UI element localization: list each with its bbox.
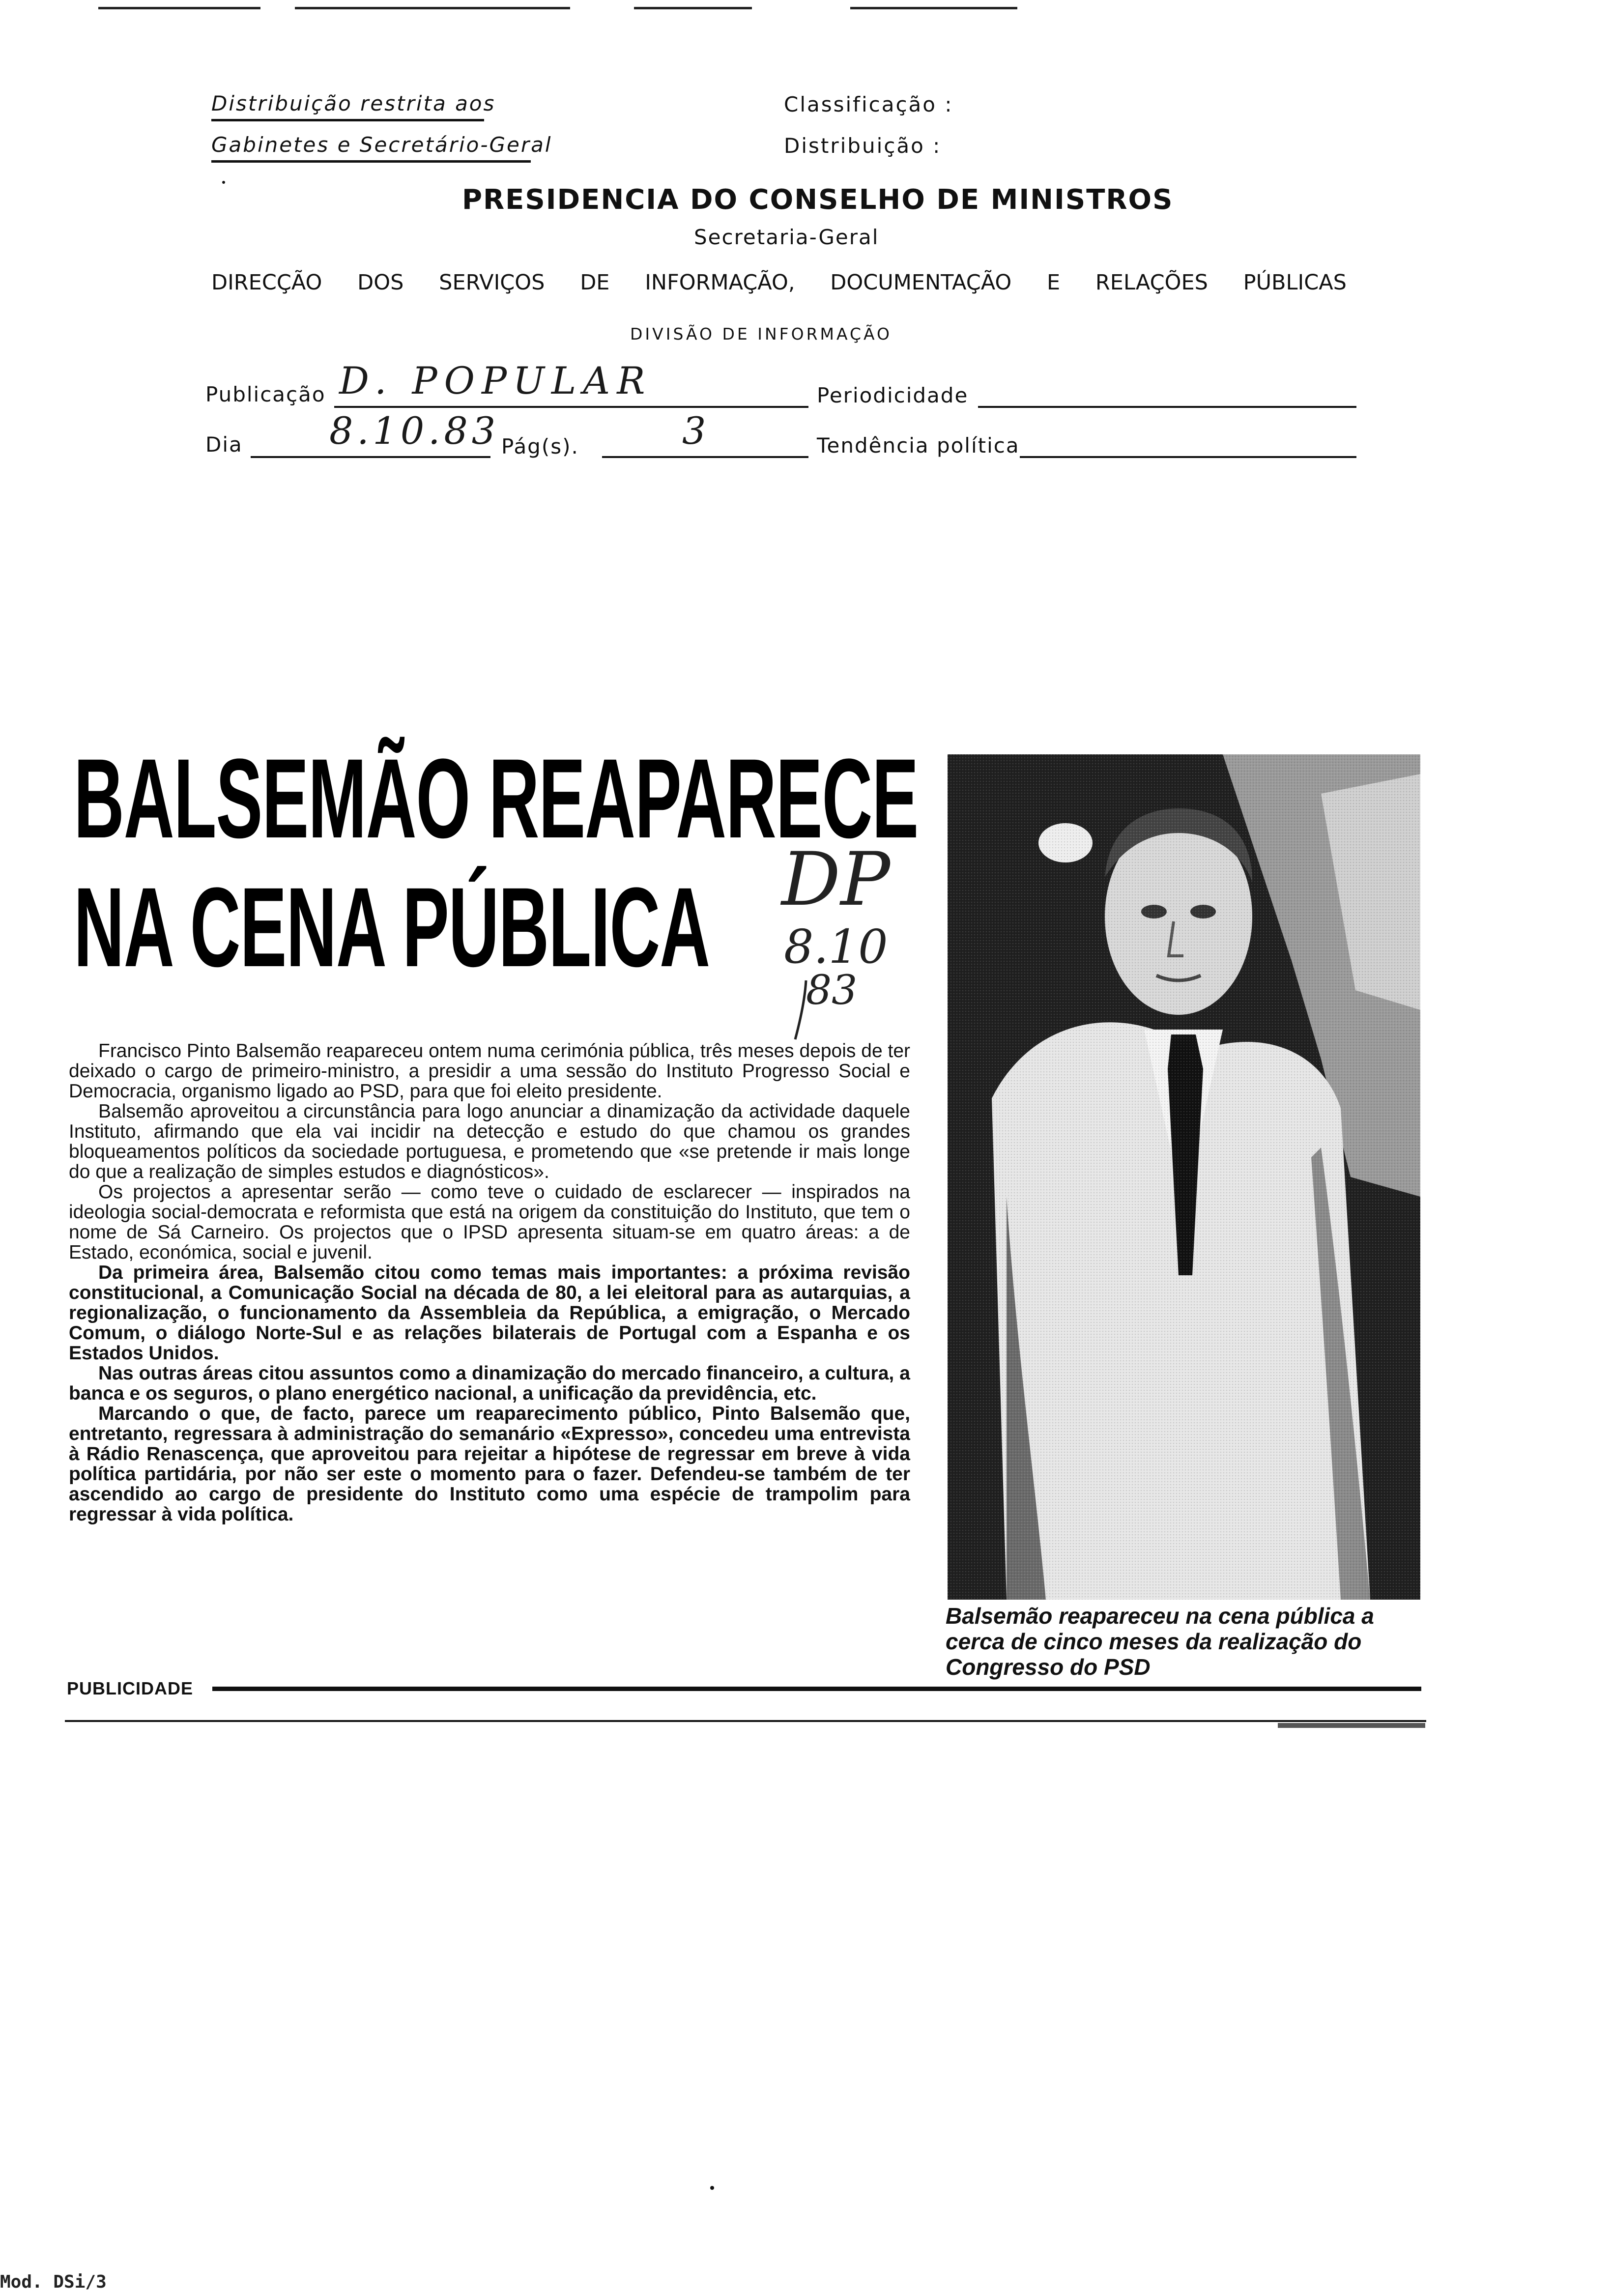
- classificacao-label: Classificação :: [784, 92, 953, 116]
- article-paragraph: Os projectos a apresentar serão — como teve o cuidado de esclarecer — inspirados na ideologia social-democrata e reformista que está na origem da constituição do Instituto, que tem o nome de Sá Carneiro. Os projectos que o IPSD apresenta situam-se em quatro áreas: a de Estado, económica, social e juvenil.: [69, 1181, 910, 1263]
- department-word: PÚBLICAS: [1243, 270, 1347, 295]
- department-word: DOCUMENTAÇÃO: [830, 270, 1012, 295]
- publicacao-handwritten-value: D. POPULAR: [339, 359, 652, 402]
- pen-note-year: 83: [806, 967, 858, 1014]
- department-word: INFORMAÇÃO,: [645, 270, 795, 295]
- dot: [222, 181, 225, 184]
- dia-handwritten-value: 8.10.83: [329, 409, 500, 453]
- pags-label: Pág(s).: [501, 434, 579, 459]
- scan-mark: [850, 7, 1017, 9]
- article-paragraph: Francisco Pinto Balsemão reapareceu ontem numa cerimónia pública, três meses depois de ter deixado o cargo de primeiro-ministro, a presidir a uma sessão do Instituto Progresso Social e Democracia, organismo ligado ao PSD, para que foi eleito presidente.: [69, 1040, 910, 1102]
- headline-line1: BALSEMÃO REAPARECE: [74, 735, 919, 861]
- underline: [211, 119, 484, 121]
- underline: [211, 160, 531, 163]
- publicacao-label: Publicação: [205, 382, 326, 406]
- scan-mark: [634, 7, 752, 9]
- periodicidade-label: Periodicidade: [817, 383, 969, 407]
- division-title: DIVISÃO DE INFORMAÇÃO: [630, 324, 892, 344]
- pags-handwritten-value: 3: [682, 409, 713, 453]
- department-word: RELAÇÕES: [1095, 270, 1208, 295]
- department-word: DIRECÇÃO: [211, 270, 322, 295]
- scan-mark: [295, 7, 570, 9]
- headline-line2: NA CENA PÚBLICA: [74, 864, 710, 990]
- department-title: [211, 270, 1347, 295]
- distribuicao-label: Distribuição :: [784, 134, 942, 158]
- publicidade-rule: [212, 1687, 1421, 1691]
- pags-line: [602, 456, 808, 458]
- article-paragraph: Da primeira área, Balsemão citou como temas mais importantes: a próxima revisão constitucional, a Comunicação Social na década de 80, a lei eleitoral para as autarquias, a regionalização, o funcionamento da Assembleia da República, a emigração, o Mercado Comum, o diálogo Norte-Sul e as relações bilaterais de Portugal com a Espanha e os Estados Unidos.: [69, 1262, 910, 1364]
- pen-note-date: 8.10: [784, 920, 888, 974]
- distribution-restricted-line1: Distribuição restrita aos: [211, 91, 496, 115]
- pen-stroke-icon: [786, 978, 816, 1042]
- portrait-image: [948, 754, 1420, 1600]
- organization-title: PRESIDENCIA DO CONSELHO DE MINISTROS: [462, 184, 1174, 216]
- department-word: DE: [580, 270, 610, 295]
- article-photo: [948, 754, 1420, 1600]
- distribution-restricted-line2: Gabinetes e Secretário-Geral: [211, 133, 552, 157]
- dia-line: [251, 456, 490, 458]
- publicacao-line: [334, 406, 808, 408]
- department-word: SERVIÇOS: [439, 270, 545, 295]
- clipping-edge-shadow: [1278, 1723, 1425, 1728]
- article-paragraph: Balsemão aproveitou a circunstância para logo anunciar a dinamização da actividade daquele Instituto, afirmando que ela vai incidir na detecção e estudo do que chamou os grandes bloqueamentos políticos da sociedade portuguesa, e prometendo que «se pretende ir mais longe do que a realização de simples estudos e diagnósticos».: [69, 1101, 910, 1182]
- form-code: Mod. DSi/3: [0, 2272, 107, 2292]
- article-paragraph: Marcando o que, de facto, parece um reaparecimento público, Pinto Balsemão que, entretanto, regressara à administração do semanário «Expresso», concedeu uma entrevista à Rádio Renascença, que aproveitou para rejeitar a hipótese de regressar em breve à vida política partidária, por não ser este o momento para o fazer. Defendeu-se também de ter ascendido ao cargo de presidente do Instituto como uma espécie de trampolim para regressar à vida política.: [69, 1403, 910, 1525]
- department-word: E: [1047, 270, 1061, 295]
- tendencia-line: [1020, 456, 1356, 458]
- department-word: DOS: [357, 270, 404, 295]
- publicidade-label: PUBLICIDADE: [67, 1678, 194, 1698]
- tendencia-label: Tendência política: [817, 433, 1020, 458]
- photo-caption: Balsemão reapareceu na cena pública a cerca de cinco meses da realização do Congresso do PSD: [946, 1603, 1374, 1680]
- secretaria-title: Secretaria-Geral: [694, 225, 879, 249]
- dia-label: Dia: [205, 432, 243, 457]
- scan-mark: [98, 7, 260, 9]
- pen-note-source: DP: [781, 837, 891, 922]
- article-body: [69, 1041, 910, 1524]
- periodicidade-line: [978, 406, 1356, 408]
- clipping-bottom-rule: [65, 1720, 1426, 1722]
- dot: [710, 2186, 714, 2190]
- article-paragraph: Nas outras áreas citou assuntos como a dinamização do mercado financeiro, a cultura, a banca e os seguros, o plano energético nacional, a unificação da previdência, etc.: [69, 1363, 910, 1404]
